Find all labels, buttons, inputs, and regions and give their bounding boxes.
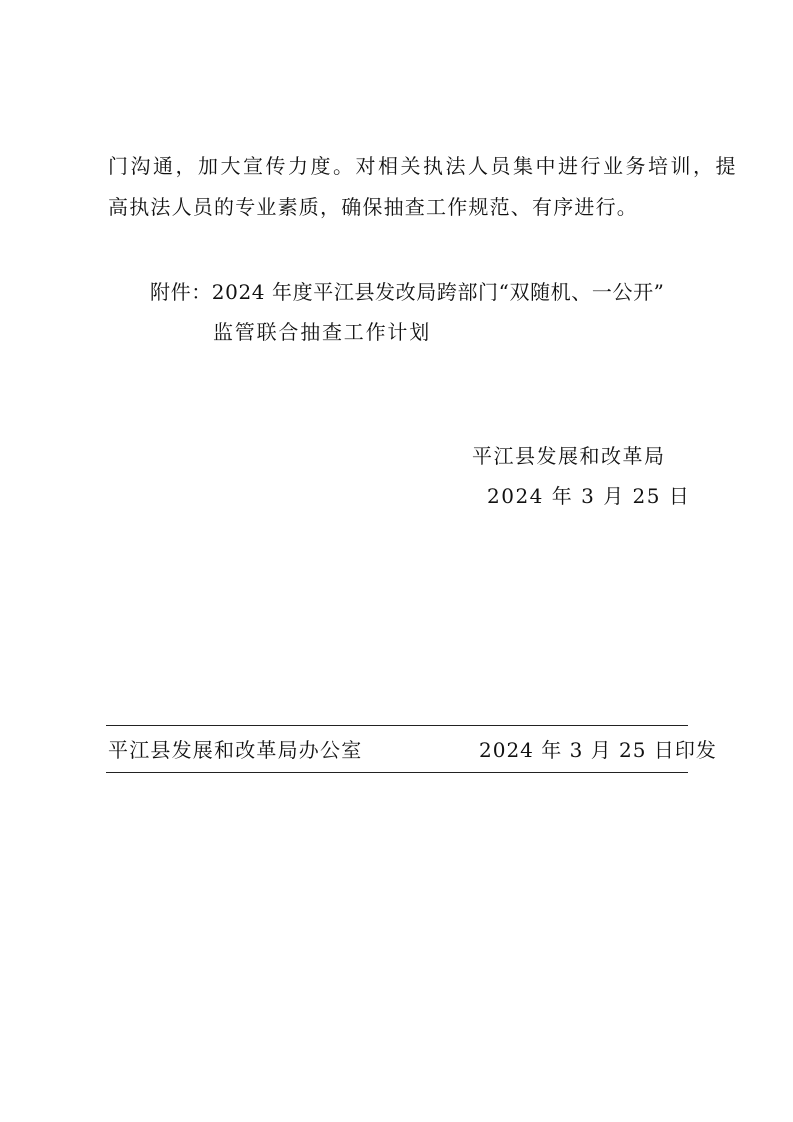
body-paragraph-line-2: 高执法人员的专业素质，确保抽查工作规范、有序进行。 bbox=[108, 195, 638, 219]
signature-date: 2024 年 3 月 25 日 bbox=[487, 484, 691, 508]
footer-issuer: 平江县发展和改革局办公室 bbox=[108, 738, 363, 762]
signature-organization: 平江县发展和改革局 bbox=[472, 444, 666, 468]
body-paragraph-line-1: 门沟通，加大宣传力度。对相关执法人员集中进行业务培训，提 bbox=[108, 154, 738, 178]
attachment-title-line-2: 监管联合抽查工作计划 bbox=[213, 320, 431, 344]
footer-bottom-rule bbox=[106, 772, 688, 773]
footer-top-rule bbox=[106, 725, 688, 726]
footer-issue-date: 2024 年 3 月 25 日印发 bbox=[479, 738, 717, 762]
attachment-title-line-1: 附件：2024 年度平江县发改局跨部门“双随机、一公开” bbox=[150, 280, 665, 304]
